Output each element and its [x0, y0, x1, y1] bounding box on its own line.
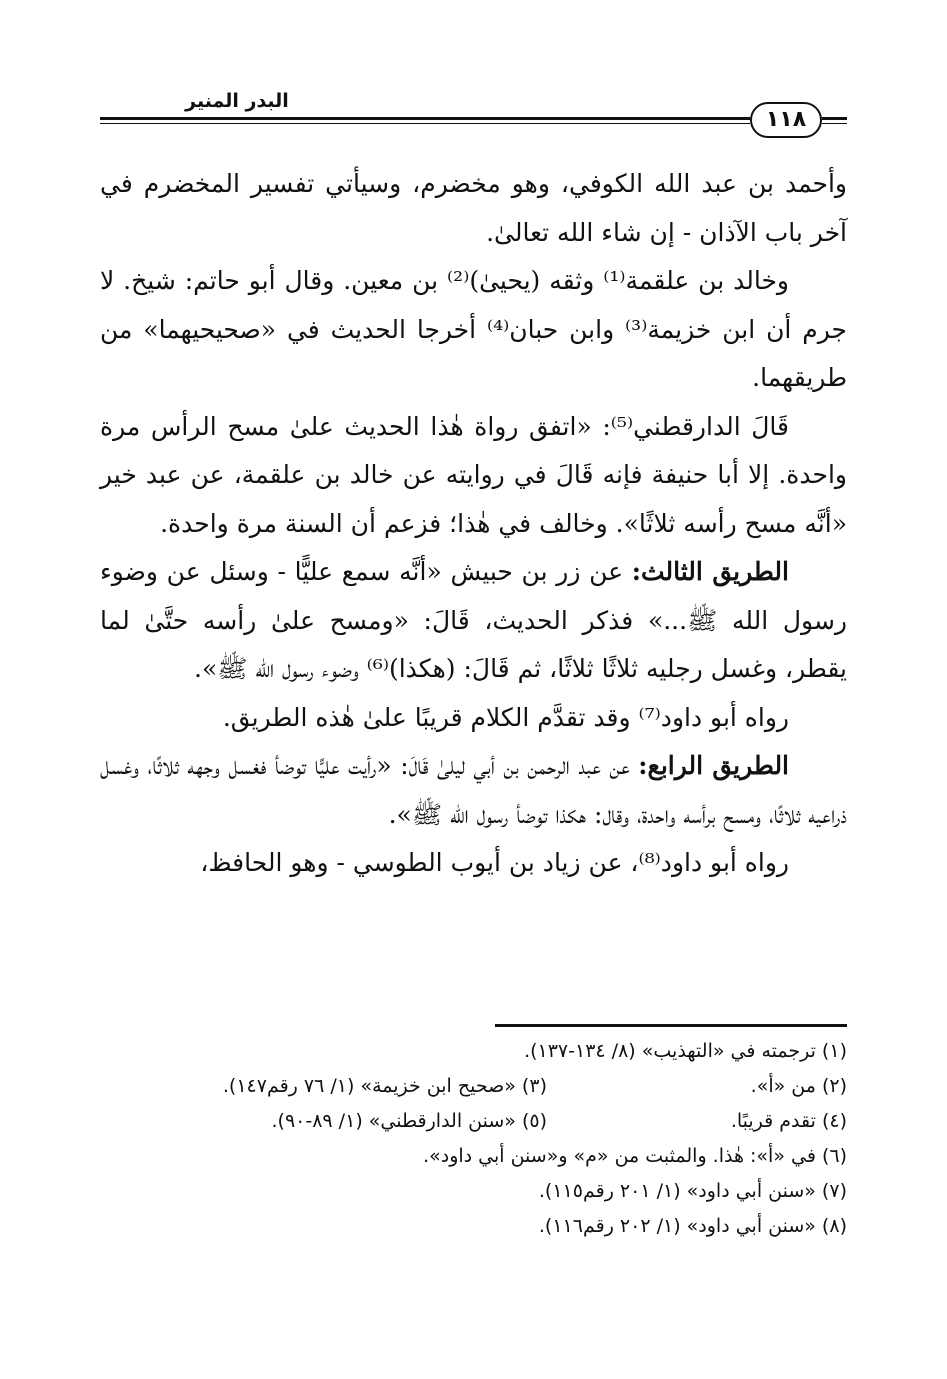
section-heading: الطريق الثالث:	[631, 557, 789, 586]
paragraph: قَالَ الدارقطني⁽⁵⁾: «اتفق رواة هٰذا الحديث علىٰ مسح الرأس مرة واحدة. إلا أبا حنيفة فإنه قَالَ في روايته عن خالد بن علقمة، عن عبد خير «أنَّه مسح رأسه ثلاثًا». وخالف في هٰذا؛ فزعم أن السنة مرة واحدة.	[100, 411, 847, 538]
paragraph	[100, 548, 847, 694]
footnote: (٤) تقدم قريبًا.	[730, 1110, 847, 1132]
page-number: ١١٨	[750, 102, 822, 138]
paragraph: رواه أبو داود⁽⁷⁾ وقد تقدَّم الكلام قريبًا علىٰ هٰذه الطريق.	[222, 702, 789, 732]
header-rule-right	[822, 117, 847, 120]
paragraph: وخالد بن علقمة⁽¹⁾ وثقه (يحيىٰ)⁽²⁾ بن معين. وقال أبو حاتم: شيخ. لا جرم أن ابن خزيمة⁽³⁾ وابن حبان⁽⁴⁾ أخرجا الحديث في «صحيحيهما» من طريقهما.	[100, 266, 847, 392]
footnote-row	[100, 1069, 847, 1104]
paragraph: وأحمد بن عبد الله الكوفي، وهو مخضرم، وسيأتي تفسير المخضرم في آخر باب الآذان - إن شاء الله تعالىٰ.	[100, 169, 847, 247]
footnote-row	[100, 1139, 847, 1174]
footnote: (٢) من «أ».	[750, 1075, 847, 1097]
footnote-row	[100, 1034, 847, 1069]
footnote-row	[100, 1209, 847, 1244]
running-title: البدر المنير	[185, 90, 289, 112]
body-text	[100, 160, 847, 888]
paragraph-text: عن زر بن حبيش «أنَّه سمع عليًّا - وسئل عن وضوء رسول الله ﷺ...» فذكر الحديث، قَالَ: «ومسح علىٰ رأسه حتَّىٰ لما يقطر، وغسل رجليه ثلاثًا ثلاثًا، ثم قَالَ: (هكذا)⁽⁶⁾ وضوء رسول الله ﷺ».	[100, 557, 847, 683]
footnote-separator	[495, 1024, 847, 1027]
paragraph: رواه أبو داود⁽⁸⁾، عن زياد بن أيوب الطوسي - وهو الحافظ،	[200, 848, 789, 877]
footnote: (٦) في «أ»: هٰذا. والمثبت من «م» و«سنن أبي داود».	[423, 1145, 847, 1167]
footnote: (٥) «سنن الدارقطني» (١/ ٨٩-٩٠).	[271, 1110, 547, 1132]
header-rule-thin	[100, 123, 750, 124]
footnotes	[100, 1034, 847, 1244]
section-heading: الطريق الرابع:	[638, 751, 790, 780]
paragraph-text: عن عبد الرحمن بن أبي ليلىٰ قَالَ: «رأيت عليًّا توضأ فغسل وجهه ثلاثًا، وغسل ذراعيه ثلاثًا، ومسح برأسه واحدة، وقال: هكذا توضأ رسول الله ﷺ».	[100, 751, 847, 829]
footnote-row	[100, 1174, 847, 1209]
paragraph	[100, 742, 847, 839]
footnote: (٣) «صحيح ابن خزيمة» (١/ ٧٦ رقم١٤٧).	[222, 1075, 547, 1097]
footnote: (١) ترجمته في «التهذيب» (٨/ ١٣٤-١٣٧).	[524, 1040, 847, 1062]
footnote: (٨) «سنن أبي داود» (١/ ٢٠٢ رقم١١٦).	[538, 1215, 847, 1237]
footnote: (٧) «سنن أبي داود» (١/ ٢٠١ رقم١١٥).	[538, 1180, 847, 1202]
footnote-row	[100, 1104, 847, 1139]
page-header	[100, 82, 847, 142]
header-rule-right-thin	[822, 123, 847, 124]
header-rule	[100, 117, 750, 120]
